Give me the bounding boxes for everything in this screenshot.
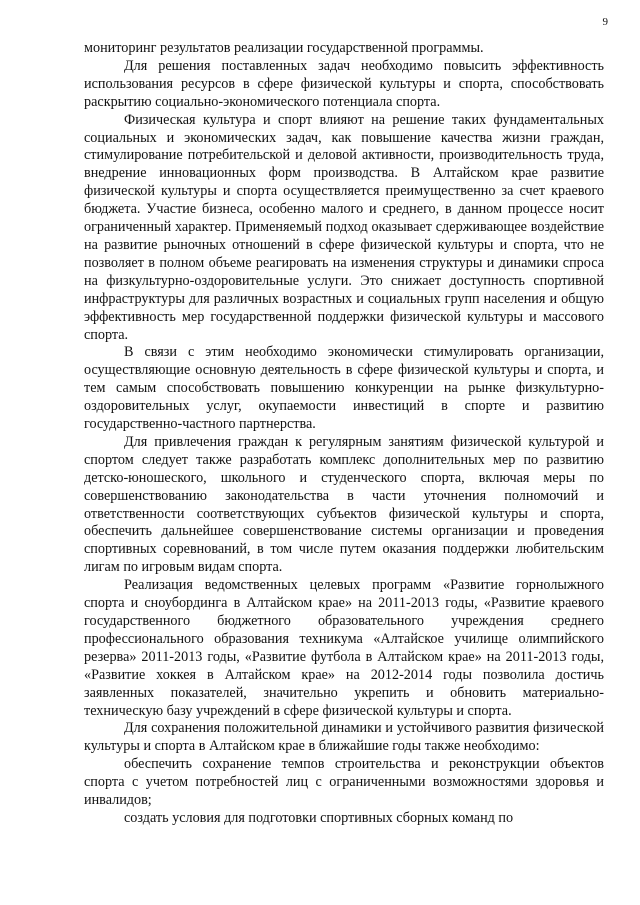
paragraph: Физическая культура и спорт влияют на решение таких фундаментальных социальных и экономических задач, как повышение качества жизни граждан, стимулирование потребительской и деловой активности, производительность труда, внедрение инновационных форм производства. В Алтайском крае развитие физической культуры и спорта осуществляется преимущественно за счет краевого бюджета. Участие бизнеса, особенно малого и среднего, в данном процессе носит ограниченный характер. Применяемый подход оказывает сдерживающее воздействие на развитие рыночных отношений в сфере физической культуры и спорта, что не позволяет в полном объеме реагировать на изменения структуры и динамики спроса на физкультурно-оздоровительные услуги. Это снижает доступность спортивной инфраструктуры для различных возрастных и социальных групп населения и общую эффективность мер государственной поддержки физической культуры и массового спорта. [84, 111, 604, 343]
paragraph-continuation: мониторинг результатов реализации государственной программы. [84, 40, 484, 56]
page-number: 9 [602, 16, 608, 28]
paragraph: Для привлечения граждан к регулярным занятиям физической культурой и спортом следует также разработать комплекс дополнительных мер по развитию детско-юношеского, школьного и студенческого спорта, включая меры по совершенствованию законодательства в части уточнения полномочий и ответственности соответствующих субъектов физической культуры и спорта, обеспечить дальнейшее совершенствование системы организации и проведения спортивных соревнований, в том числе путем оказания поддержки любительским лигам по игровым видам спорта. [84, 433, 604, 576]
paragraph: В связи с этим необходимо экономически стимулировать организации, осуществляющие основную деятельность в сфере физической культуры и спорта, и тем самым способствовать повышению конкуренции на рынке физкультурно-оздоровительных услуг, окупаемости инвестиций в спорте и развитию государственно-частного партнерства. [84, 344, 604, 433]
paragraph: Реализация ведомственных целевых программ «Развитие горнолыжного спорта и сноубординга в Алтайском крае» на 2011-2013 годы, «Развитие краевого государственного бюджетного образовательного учреждения среднего профессионального образования техникума «Алтайское училище олимпийского резерва» 2011-2013 годы, «Развитие футбола в Алтайском крае» на 2011-2013 годы, «Развитие хоккея в Алтайском крае» на 2012-2014 годы позволила достичь заявленных показателей, значительно укрепить и обновить материально-техническую базу учреждений в сфере физической культуры и спорта. [84, 577, 604, 719]
list-item: создать условия для подготовки спортивных сборных команд по [124, 809, 514, 826]
paragraph: Для решения поставленных задач необходимо повысить эффективность использования ресурсов в сфере физической культуры и спорта, способствовать раскрытию социально-экономического потенциала спорта. [84, 57, 604, 110]
body-text [84, 40, 604, 828]
list-item: обеспечить сохранение темпов строительства и реконструкции объектов спорта с учетом потребностей лиц с ограниченными возможностями здоровья и инвалидов; [84, 756, 604, 809]
paragraph: Для сохранения положительной динамики и устойчивого развития физической культуры и спорта в Алтайском крае в ближайшие годы также необходимо: [84, 720, 604, 755]
